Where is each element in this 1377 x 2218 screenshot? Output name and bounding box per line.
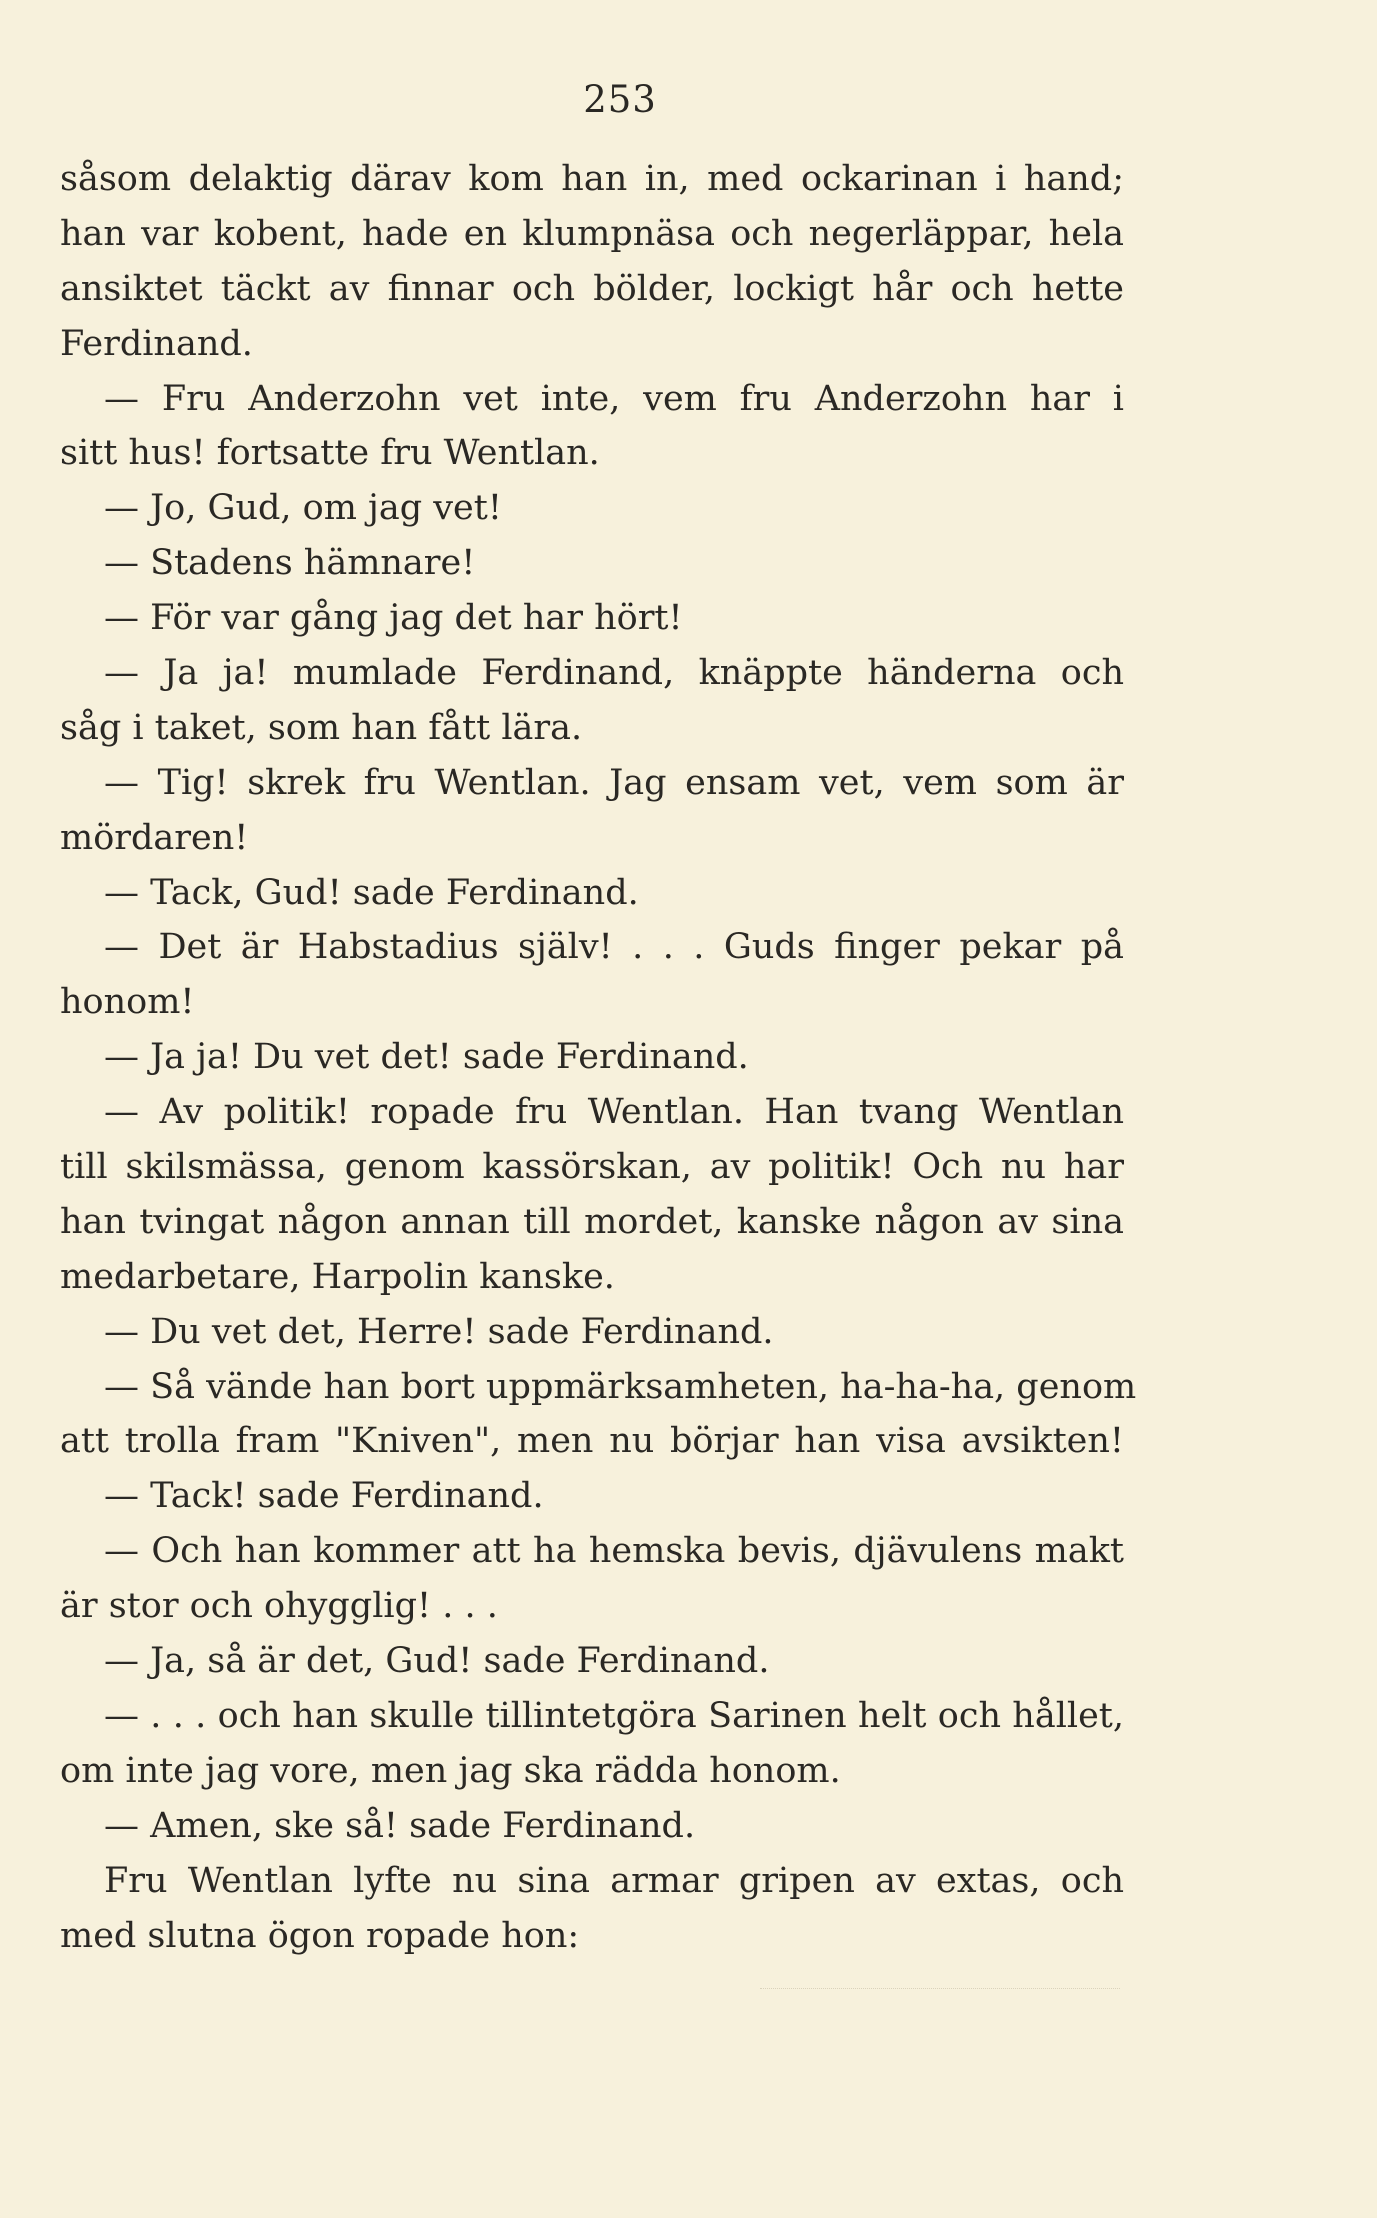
text-line: sitt hus! fortsatte fru Wentlan. xyxy=(60,433,600,474)
text-line: — Och han kommer att ha hemska bevis, djävulens makt xyxy=(104,1531,1124,1572)
text-line: — Tack! sade Ferdinand. xyxy=(104,1476,544,1517)
text-line: mördaren! xyxy=(60,817,249,858)
text-line: — Stadens hämnare! xyxy=(104,543,476,584)
text-line: Fru Wentlan lyfte nu sina armar gripen av extas, och xyxy=(104,1860,1124,1901)
text-line: han tvingat någon annan till mordet, kanske någon av sina xyxy=(60,1201,1124,1242)
body-text xyxy=(60,152,1137,1963)
text-line: — . . . och han skulle tillintetgöra Sarinen helt och hållet, xyxy=(104,1695,1124,1736)
text-line: — Ja, så är det, Gud! sade Ferdinand. xyxy=(104,1641,770,1682)
text-line: — Tig! skrek fru Wentlan. Jag ensam vet, vem som är xyxy=(104,762,1124,803)
text-line: såg i taket, som han fått lära. xyxy=(60,707,583,748)
text-line: — Ja ja! mumlade Ferdinand, knäppte händerna och xyxy=(104,653,1124,694)
text-line: han var kobent, hade en klumpnäsa och negerläppar, hela xyxy=(60,213,1124,254)
text-line: — Ja ja! Du vet det! sade Ferdinand. xyxy=(104,1037,749,1078)
text-line: till skilsmässa, genom kassörskan, av politik! Och nu har xyxy=(60,1147,1124,1188)
text-line: medarbetare, Harpolin kanske. xyxy=(60,1256,615,1297)
text-line: — Amen, ske så! sade Ferdinand. xyxy=(104,1805,696,1846)
decorative-dots xyxy=(760,1988,1120,1991)
text-line: Ferdinand. xyxy=(60,323,253,364)
text-line: såsom delaktig därav kom han in, med ockarinan i hand; xyxy=(60,159,1124,199)
text-line: ansiktet täckt av finnar och bölder, lockigt hår och hette xyxy=(60,268,1124,309)
text-line: — För var gång jag det har hört! xyxy=(104,598,683,639)
text-line: är stor och ohygglig! . . . xyxy=(60,1586,498,1627)
text-line: — Av politik! ropade fru Wentlan. Han tvang Wentlan xyxy=(104,1092,1124,1133)
text-line: — Jo, Gud, om jag vet! xyxy=(104,488,502,529)
text-line: honom! xyxy=(60,982,195,1023)
text-line: — Fru Anderzohn vet inte, vem fru Anderzohn har i xyxy=(104,378,1124,419)
text-line: — Så vände han bort uppmärksamheten, ha-ha-ha, genom xyxy=(104,1366,1137,1407)
text-line: — Det är Habstadius själv! . . . Guds finger pekar på xyxy=(104,927,1124,968)
text-line: att trolla fram "Kniven", men nu börjar han visa avsikten! xyxy=(60,1421,1124,1462)
text-line: om inte jag vore, men jag ska rädda honom. xyxy=(60,1750,841,1791)
page-number: 253 xyxy=(583,78,657,121)
text-line: — Du vet det, Herre! sade Ferdinand. xyxy=(104,1311,774,1352)
text-line: — Tack, Gud! sade Ferdinand. xyxy=(104,872,639,913)
text-line: med slutna ögon ropade hon: xyxy=(60,1915,580,1956)
